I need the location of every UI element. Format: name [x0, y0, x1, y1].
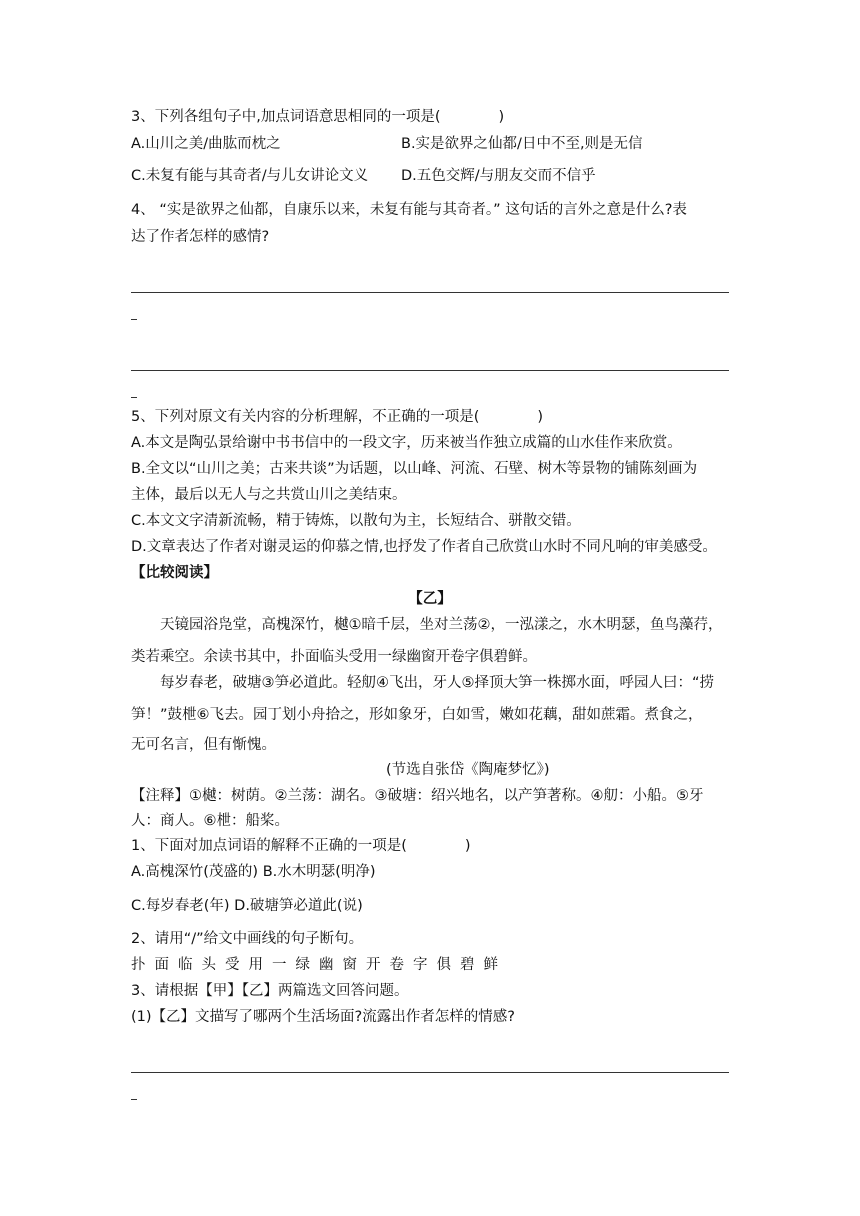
passage-paragraph-2-line3: 无可名言，但有惭愧。 [131, 737, 276, 753]
q5-option-b-line2[interactable]: 主体，最后以无人与之共赏山川之美结束。 [131, 487, 407, 503]
b-q3-stem: 3、请根据【甲】【乙】两篇选文回答问题。 [131, 983, 409, 999]
answer-line-tail [131, 397, 137, 398]
answer-line-tail [131, 1099, 137, 1100]
q5-option-c[interactable]: C.本文文字清新流畅，精于铸炼，以散句为主，长短结合、骈散交错。 [131, 513, 581, 529]
q3-stem: 3、下列各组句子中,加点词语意思相同的一项是( ) [131, 109, 505, 125]
q3-options-row1 [131, 134, 729, 154]
notes-line1: 【注释】①樾：树荫。②兰荡：湖名。③破塘：绍兴地名，以产笋著称。④舠：小船。⑤牙 [131, 788, 704, 804]
q3-option-a[interactable]: A.山川之美/曲肱而枕之 [131, 136, 281, 152]
notes-line2: 人：商人。⑥枻：船桨。 [131, 813, 289, 829]
b-q2-stem: 2、请用“/”给文中画线的句子断句。 [131, 931, 364, 947]
b-q1-options-cd[interactable]: C.每岁春老(年) D.破塘笋必道此(说) [131, 898, 363, 914]
q5-stem: 5、下列对原文有关内容的分析理解，不正确的一项是( ) [131, 409, 544, 425]
b-q2-sentence: 扑面临头受用一绿幽窗开卷字俱碧鲜 [131, 957, 507, 973]
q3-option-c[interactable]: C.未复有能与其奇者/与儿女讲论文义 [131, 168, 369, 184]
q4-stem-line2: 达了作者怎样的感情? [131, 229, 270, 245]
passage-source: (节选自张岱《陶庵梦忆》) [386, 762, 550, 778]
b-q3-sub1: (1)【乙】文描写了哪两个生活场面?流露出作者怎样的情感? [131, 1009, 515, 1025]
answer-line[interactable] [131, 1072, 729, 1073]
b-q1-options-ab[interactable]: A.高槐深竹(茂盛的) B.水木明瑟(明净) [131, 864, 376, 880]
q5-option-a[interactable]: A.本文是陶弘景给谢中书书信中的一段文字，历来被当作独立成篇的山水佳作来欣赏。 [131, 435, 682, 451]
answer-line[interactable] [131, 370, 729, 371]
q5-option-d[interactable]: D.文章表达了作者对谢灵运的仰慕之情,也抒发了作者自己欣赏山水时不同凡响的审美感受。 [131, 539, 717, 555]
passage-paragraph-1-line1: 天镜园浴凫堂，高槐深竹，樾①暗千层，坐对兰荡②，一泓漾之，水木明瑟，鱼鸟藻荇， [160, 617, 723, 633]
answer-line[interactable] [131, 292, 729, 293]
q4-stem-line1: 4、 “实是欲界之仙都，自康乐以来，未复有能与其奇者。” 这句话的言外之意是什么?表 [131, 202, 687, 218]
q3-options-row2 [131, 166, 729, 186]
passage-title: 【乙】 [408, 591, 452, 607]
q3-option-b[interactable]: B.实是欲界之仙都/日中不至,则是无信 [401, 136, 643, 152]
b-q1-stem: 1、下面对加点词语的解释不正确的一项是( ) [131, 838, 471, 854]
q3-option-d[interactable]: D.五色交辉/与朋友交而不信乎 [401, 168, 596, 184]
section-title: 【比较阅读】 [131, 565, 218, 581]
passage-paragraph-2-line2: 笋！”鼓枻⑥飞去。园丁划小舟拾之，形如象牙，白如雪，嫩如花藕，甜如蔗霜。煮食之， [131, 707, 703, 723]
answer-line-tail [131, 319, 137, 320]
passage-paragraph-2-line1: 每岁春老，破塘③笋必道此。轻舠④飞出，牙人⑤择顶大笋一株掷水面，呼园人曰：“捞 [160, 675, 715, 691]
q5-option-b-line1[interactable]: B.全文以“山川之美；古来共谈”为话题，以山峰、河流、石壁、树木等景物的铺陈刻画为 [131, 461, 698, 477]
passage-paragraph-1-line2: 类若乘空。余读书其中，扑面临头受用一绿幽窗开卷字俱碧鲜。 [131, 649, 537, 665]
